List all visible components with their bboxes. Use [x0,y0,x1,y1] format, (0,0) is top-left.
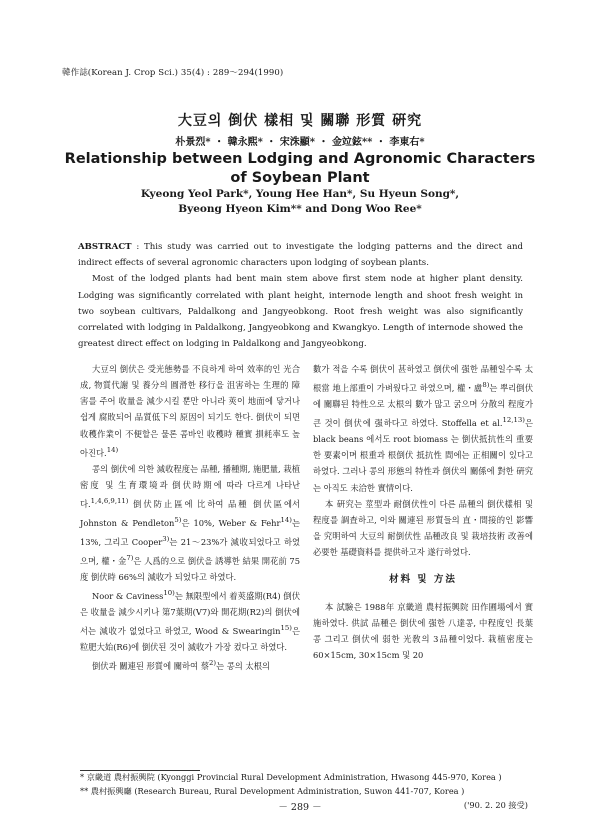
english-authors [0,187,600,217]
left-column [80,361,300,674]
body-paragraph: 倒伏과 關連된 形質에 關하여 蔡$^{2)}$는 콩의 太根의 [92,659,271,671]
body-paragraph: 大豆의 倒伏은 受光態勢를 不良하게 하여 效率的인 光合成, 物質代謝 및 養分의 圓滑한 移行을 沮害하는 生理的 障害를 주어 收量을 減少시킬 뿐만 아니라 莢이 地面에 닿거나 쉽게 腐敗되어 品質低下의 原因이 되기도 한다. 倒伏이 되면 收穫作業이 不便할은 물론 콤바인 收穫時 種實 損耗率도 높아진다.$^{14)}$ [80,364,300,458]
body-paragraph: Noor & Caviness$^{10)}$는 無限型에서 着莢盛期(R4) 倒伏은 收量을 減少시키나 第7葉期(V7)와 開花期(R2)의 倒伏에서는 減收가 없었다고 하였고, Wood & Swearingin$^{15)}$은 粒肥大始(R6)에 倒伏된 것이 減收가 가장 컸다고 하였다. [80,588,300,652]
abstract-label: ABSTRACT [78,242,132,252]
authors-line1: Kyeong Yeol Park*, Young Hee Han*, Su Hyeun Song*, [140,188,460,200]
english-title-line1: Relationship between Lodging and Agronomic Characters [64,151,536,167]
page-number: － 289 － [278,802,322,813]
abstract [78,239,523,352]
footnote-affiliation-2: ** 農村振興廳 (Research Bureau, Rural Development Administration, Suwon 441-707, Korea ) [80,786,465,796]
english-title [0,150,600,188]
footnote-affiliation-1: * 京畿道 農村振興院 (Kyonggi Provincial Rural Development Administration, Hwasong 445-970, Korea ) [80,772,502,782]
journal-citation: 韓作誌(Korean J. Crop Sci.) 35(4) : 289～294(1990) [62,68,284,78]
korean-title: 大豆의 倒伏 樣相 및 關聯 形質 硏究 [177,113,423,129]
body-paragraph: 本 硏究는 莖型과 耐倒伏性이 다른 品種의 倒伏樣相 및 程度를 調査하고, 이와 關連된 形質들의 直・間接的인 影響을 究明하여 大豆의 耐倒伏性 品種改良 및 栽培技術 改善에 必要한 基礎資料를 提供하고자 遂行하였다. [313,498,533,558]
korean-authors: 朴景烈* ・ 韓永熙* ・ 宋洙顯* ・ 金竝鉉** ・ 李東右* [175,137,425,148]
body-paragraph: 콩의 倒伏에 의한 減收程度는 品種, 播種期, 施肥量, 栽植密度 및 生育環境과 倒伏時期에 따라 다르게 나타난다.$^{1,4,6,9,11)}$ 倒伏防止區에 比하여 品種 倒伏區에서 Johnston & Pendleton$^{5)}$은 10%, Weber & Fehr$^{14)}$는 13%, 그리고 Cooper$^{3)}$는 21～23%가 減收되었다고 하였으며, 權・金$^{7)}$은 人爲的으로 倒伏을 誘導한 結果 開花前 75度 倒伏時 66%의 減收가 되었다고 하였다. [80,463,300,582]
abstract-paragraph-1: ABSTRACT : This study was carried out to investigate the lodging patterns and the direct and indirect effects of several agronomic characters upon lodging of soybean plants. [78,242,523,269]
body-paragraph: 本 試驗은 1988年 京畿道 農村振興院 田作圃場에서 實施하였다. 供試 品種은 倒伏에 强한 八達콩, 中程度인 長葉콩 그리고 倒伏에 弱한 光敎의 3品種이었다. 栽植密度는 60×15cm, 30×15cm 및 20 [313,601,533,661]
body-paragraph: 數가 적을 수록 倒伏이 甚하였고 倒伏에 强한 品種일수록 太根當 地上部重이 가벼웠다고 하였으며, 權・盧$^{8)}$는 뿌리倒伏에 關聯된 特性으로 太根의 數가 많고 굵으며 分散의 程度가 큰 것이 倒伏에 强하다고 하였다. Stoffella et al.$^{12,13)}$은 black beans 에서도 root biomass 는 倒伏抵抗性의 重要한 要素이며 根重과 根倒伏 抵抗性 間에는 正相關이 있다고 하였다. 그러나 콩의 形態의 特性과 倒伏의 關係에 對한 硏究는 아직도 未洽한 實情이다. [313,364,533,493]
abstract-paragraph-2: Most of the lodged plants had bent main stem above first stem node at higher plant density. Lodging was significantly correlated with plant height, internode length and shoot fresh weight in two soybean cultivars, Paldalkong and Jangyeobkong. Root fresh weight was also significantly correlated with lodging in Paldalkong, Jangyeobkong and Kwangkyo. Length of internode showed the greatest direct effect on lodging in Paldalkong and Jangyeobkong. [78,274,523,350]
authors-line2: Byeong Hyeon Kim** and Dong Woo Ree* [178,203,422,215]
received-date: ('90. 2. 20 接受) [463,800,528,810]
right-column [313,361,533,663]
section-heading: 材料 및 方法 [389,574,457,586]
english-title-line2: of Soybean Plant [230,170,370,186]
